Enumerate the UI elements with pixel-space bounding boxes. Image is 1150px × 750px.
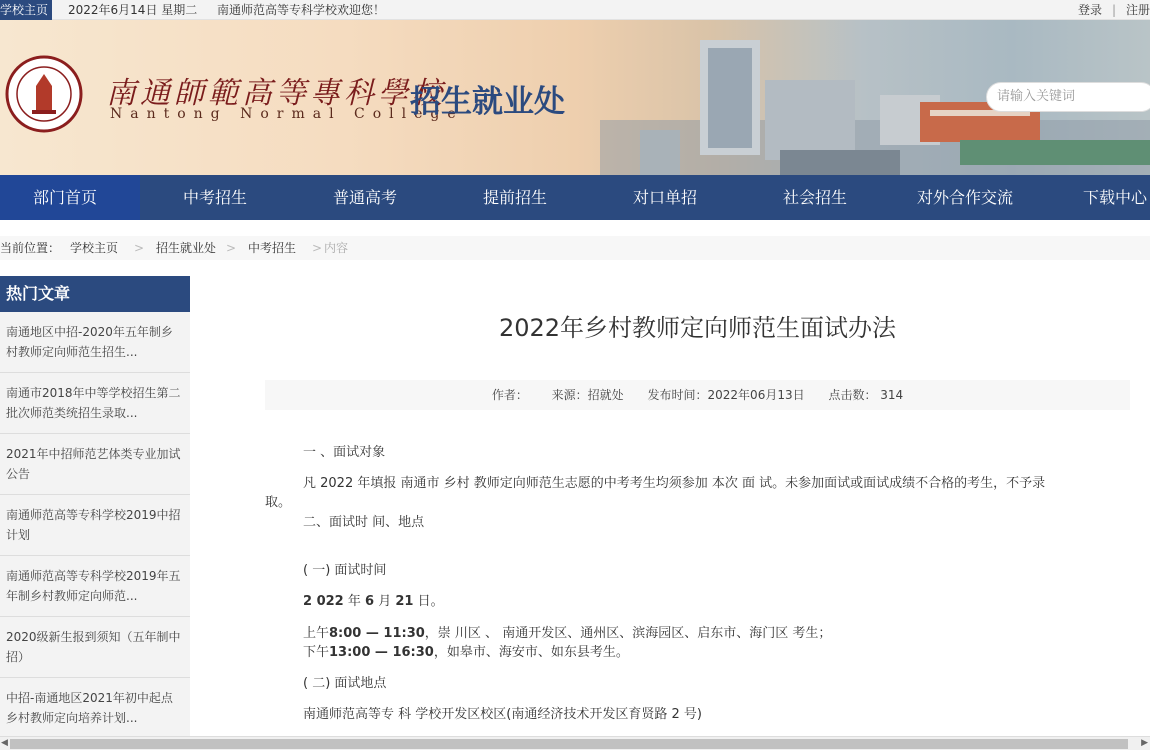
nav-item-zhongkao[interactable]: 中考招生 [182,188,247,207]
am-text: ，崇 川区 、 南通开发区、通州区、滨海园区、启东市、海门区 考生； [424,626,832,641]
hot-article-item[interactable]: 中招-南通地区2021年初中起点乡村教师定向培养计划... [0,678,190,739]
hot-article-item[interactable]: 2021年中招师范艺体类专业加试公告 [0,434,190,495]
nav-item-social[interactable]: 社会招生 [782,188,847,207]
breadcrumb-arrow-icon: > [312,241,323,255]
breadcrumb-school[interactable]: 学校主页 [70,241,119,255]
date-year: 2 022 [303,594,344,609]
pm-label: 下午 [303,645,330,660]
pm-time: 13:00 — 16:30 [329,645,434,660]
section-paragraph: 凡 2022 年填报 南通市 乡村 教师定向师范生志愿的中考考生均须参加 本次 面 试。未参加面试或面试成绩不合格的考生，不予录 [303,476,1046,491]
interview-location: 南通师范高等专 科 学校开发区校区(南通经济技术开发区育贤路 2 号) [303,707,702,722]
scroll-right-icon[interactable]: ▶ [1141,738,1148,748]
article-source: 来源：招就处 [551,388,624,402]
hot-articles-sidebar [0,276,190,739]
pm-text: ，如皋市、海安市、如东县考生。 [433,645,629,660]
date-yue: 月 [378,594,392,609]
nav-item-gaokao[interactable]: 普通高考 [332,188,397,207]
breadcrumb-arrow-icon: > [134,241,145,255]
hot-article-item[interactable]: 南通师范高等专科学校2019中招计划 [0,495,190,556]
nav-item-home[interactable]: 部门首页 [0,175,140,220]
article-meta [265,380,1130,410]
school-logo [4,54,84,134]
current-date: 2022年6月14日 星期二 [68,3,198,17]
subsection-heading: ( 一) 面试时间 [303,563,387,578]
morning-schedule [303,624,831,643]
nav-item-download[interactable]: 下载中心 [1082,188,1147,207]
section-heading: 一 、面试对象 [303,445,386,460]
school-name-en: Nantong Normal College [110,106,464,122]
top-bar [0,0,1150,20]
hot-article-item[interactable]: 2020级新生报到须知（五年制中招） [0,617,190,678]
login-link[interactable]: 登录 [1078,3,1103,17]
hot-article-item[interactable]: 南通地区中招-2020年五年制乡村教师定向师范生招生... [0,312,190,373]
article-published: 发布时间：2022年06月13日 [647,388,805,402]
date-day: 21 [395,594,414,609]
breadcrumb-prefix: 当前位置： [0,241,61,255]
nav-item-cooperation[interactable]: 对外合作交流 [916,188,1013,207]
main-nav [0,175,1150,220]
department-title: 招生就业处 [410,84,565,120]
am-time: 8:00 — 11:30 [329,626,425,641]
date-month: 6 [365,594,375,609]
register-link[interactable]: 注册 [1126,3,1150,17]
school-name-cn: 南通師範高等專科學校 [106,76,446,111]
separator: | [1112,3,1117,17]
nav-item-duikou[interactable]: 对口单招 [632,188,697,207]
hot-article-item[interactable]: 南通师范高等专科学校2019年五年制乡村教师定向师范... [0,556,190,617]
hot-articles-title: 热门文章 [0,276,190,312]
welcome-text: 南通师范高等专科学校欢迎您！ [217,3,386,17]
scrollbar-thumb[interactable] [10,739,1128,749]
article-hits: 点击数： 314 [828,388,904,402]
breadcrumb-zhongkao[interactable]: 中考招生 [248,241,297,255]
article-author: 作者： [491,388,528,402]
breadcrumb [0,236,1150,260]
hot-articles-list [0,312,190,739]
interview-date [303,592,444,611]
subsection-heading: ( 二) 面试地点 [303,676,387,691]
breadcrumb-department[interactable]: 招生就业处 [156,241,217,255]
search-input[interactable]: 请输入关键词 [986,82,1150,112]
section-paragraph-wrap: 取。 [265,495,292,510]
am-label: 上午 [303,626,330,641]
breadcrumb-arrow-icon: > [226,241,237,255]
school-home-link[interactable]: 学校主页 [0,0,52,20]
article-title: 2022年乡村教师定向师范生面试办法 [498,314,897,342]
nav-item-early[interactable]: 提前招生 [482,188,547,207]
afternoon-schedule [303,643,629,662]
breadcrumb-current: 内容 [324,241,349,255]
scroll-left-icon[interactable]: ◀ [1,738,8,748]
hot-article-item[interactable]: 南通市2018年中等学校招生第二批次师范类统招生录取... [0,373,190,434]
horizontal-scrollbar[interactable] [0,736,1150,750]
date-nian: 年 [347,594,361,609]
header-banner [0,20,1150,175]
section-heading: 二、面试时 间、地点 [303,515,425,530]
date-ri: 日。 [417,594,444,609]
